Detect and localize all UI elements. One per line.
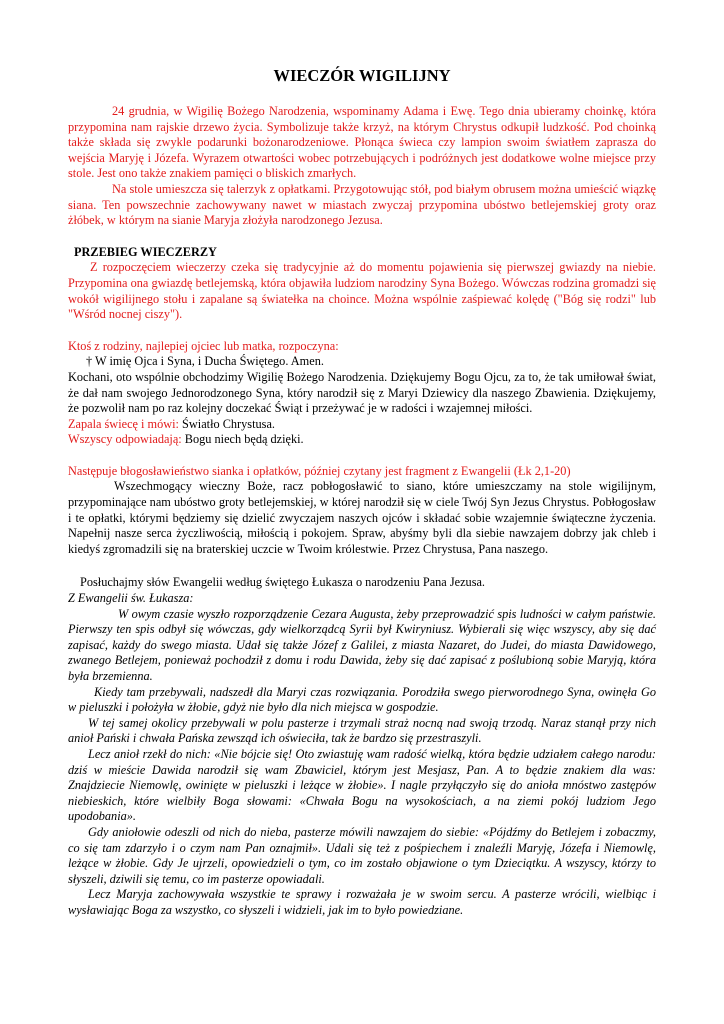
candle-line: [68, 417, 656, 433]
intro-paragraph: 24 grudnia, w Wigilię Bożego Narodzenia, wspominamy Adama i Ewę. Tego dnia ubieramy choinkę, która przypomina nam rajskie drzewo życia. Symbolizuje także krzyż, na którym Chrystus odkupił ludzkość. Pod choinką także składa się zwykle podarunki bożonarodzeniowe. Płonąca świeca czy lampion swoim światłem zaprasza do wejścia Maryję i Józefa. Wyrazem otwartości wobec potrzebujących i podróżnych jest dodatkowe wolne miejsce przy stole. Jest ono także znakiem pamięci o bliskich zmarłych.: [68, 104, 656, 181]
gospel-section: [68, 575, 656, 918]
gospel-paragraph: Gdy aniołowie odeszli od nich do nieba, pasterze mówili nawzajem do siebie: «Pójdźmy do Betlejem i zobaczmy, co się tam zdarzyło i o czym nam Pan oznajmił». Udali się też z pośpiechem i znaleźli Maryję, Józefa i Niemowlę, leżące w żłobie. Gdy Je ujrzeli, opowiedzieli o tym, co im zostało objawione o tym Dzieciątku. A wszyscy, którzy to słyszeli, dziwili się temu, co im pasterze opowiadali.: [68, 824, 656, 886]
prayer-text: Kochani, oto wspólnie obchodzimy Wigilię Bożego Narodzenia. Dziękujemy Bogu Ojcu, za to, że tak umiłował świat, że dał nam swojego Jednorodzonego Syna, który narodził się z Maryi Dziewicy dla naszego Zbawienia. Dziękujemy, że pozwolił nam po raz kolejny doczekać Świąt i przeżywać je w radości i wzajemnej miłości.: [68, 369, 656, 416]
response-line: [68, 432, 656, 448]
blessing-section: [68, 464, 656, 558]
section-paragraph: Z rozpoczęciem wieczerzy czeka się tradycyjnie aż do momentu pojawienia się pierwszej gwiazdy na niebie. Przypomina ona gwiazdę betlejemską, która objawiła ludziom narodziny Syna Bożego. Wówczas rodzina gromadzi się wokół wigilijnego stołu i zapalane są światełka na choince. Można wspólnie zaśpiewać kolędę ("Bóg się rodzi" lub "Wśród nocnej ciszy").: [68, 260, 656, 322]
document-page: [68, 66, 656, 919]
prayer-section: [68, 339, 656, 448]
candle-rubric: Zapala świecę i mówi:: [68, 416, 179, 431]
section-heading: PRZEBIEG WIECZERZY: [74, 244, 217, 259]
response-rubric: Wszyscy odpowiadają:: [68, 432, 182, 447]
gospel-intro: Posłuchajmy słów Ewangelii według świętego Łukasza o narodzeniu Pana Jezusa.: [80, 575, 486, 590]
prayer-rubric: Ktoś z rodziny, najlepiej ojciec lub matka, rozpoczyna:: [68, 338, 339, 353]
response-text: Bogu niech będą dzięki.: [181, 432, 304, 447]
candle-text: Światło Chrystusa.: [178, 416, 275, 431]
gospel-paragraph: W owym czasie wyszło rozporządzenie Cezara Augusta, żeby przeprowadzić spis ludności w całym państwie. Pierwszy ten spis odbył się wówczas, gdy wielkorządcą Syrii był Kwiryniusz. Wybierali się więc wszyscy, aby się dać zapisać, każdy do swego miasta. Udał się także Józef z Galilei, z miasta Nazaret, do Judei, do miasta Dawidowego, zwanego Betlejem, ponieważ pochodził z domu i rodu Dawida, żeby się dać zapisać z poślubioną sobie Maryją, która była brzemienna.: [68, 606, 656, 683]
intro-paragraph: Na stole umieszcza się talerzyk z opłatkami. Przygotowując stół, pod białym obrusem można umieścić wiązkę siana. Ten powszechnie zachowywany nawet w miastach zwyczaj przypomina ubóstwo betlejemskiej groty oraz żłóbek, w którym na sianie Maryja złożyła narodzonego Jezusa.: [68, 181, 656, 228]
page-title: WIECZÓR WIGILIJNY: [273, 66, 451, 85]
intro-section: [68, 104, 656, 229]
gospel-paragraph: Lecz anioł rzekł do nich: «Nie bójcie się! Oto zwiastuję wam radość wielką, która będzie udziałem całego narodu: dziś w mieście Dawida narodził się wam Zbawiciel, którym jest Mesjasz, Pan. A to będzie znakiem dla was: Znajdziecie Niemowlę, owinięte w pieluszki i leżące w żłobie». I nagle przyłączyło się do anioła mnóstwo zastępów niebieskich, które wielbiły Boga słowami: «Chwała Bogu na wysokościach, a na ziemi pokój ludziom Jego upodobania».: [68, 746, 656, 824]
sign-of-cross: † W imię Ojca i Syna, i Ducha Świętego. Amen.: [86, 354, 324, 369]
gospel-source: Z Ewangelii św. Łukasza:: [68, 591, 194, 606]
gospel-paragraph: W tej samej okolicy przebywali w polu pasterze i trzymali straż nocną nad swoją trzodą. Naraz stanął przy nich anioł Pański i chwała Pańska zewsząd ich oświeciła, tak że bardzo się przestraszyli.: [68, 715, 656, 746]
gospel-paragraph: Lecz Maryja zachowywała wszystkie te sprawy i rozważała je w swoim sercu. A pasterze wrócili, wielbiąc i wysławiając Boga za wszystko, co słyszeli i widzieli, jak im to było powiedziane.: [68, 887, 656, 917]
gospel-paragraph: Kiedy tam przebywali, nadszedł dla Maryi czas rozwiązania. Porodziła swego pierworodnego Syna, owinęła Go w pieluszki i położyła w żłobie, gdyż nie było dla nich miejsca w gospodzie.: [68, 684, 656, 715]
blessing-text: Wszechmogący wieczny Boże, racz pobłogosławić to siano, które umieszczamy na stole wigilijnym, przypominające nam ubóstwo groty betlejemskiej, w której narodził się w ciele Twój Syn Jezus Chrystus. Pobłogosław i te opłatki, którymi będziemy się dzielić zwyczajem naszych ojców i składać sobie wzajemnie świąteczne życzenia. Napełnij nasze serca życzliwością, miłością i pokojem. Spraw, abyśmy byli dla siebie nawzajem dobrzy jak chleb i kiedyś zgromadzili się na braterskiej uczcie w Twoim królestwie. Przez Chrystusa, Pana naszego.: [68, 479, 656, 556]
gospel-text: [68, 607, 656, 919]
blessing-rubric: Następuje błogosławieństwo sianka i opłatków, później czytany jest fragment z Ewangelii (Łk 2,1-20): [68, 463, 571, 478]
